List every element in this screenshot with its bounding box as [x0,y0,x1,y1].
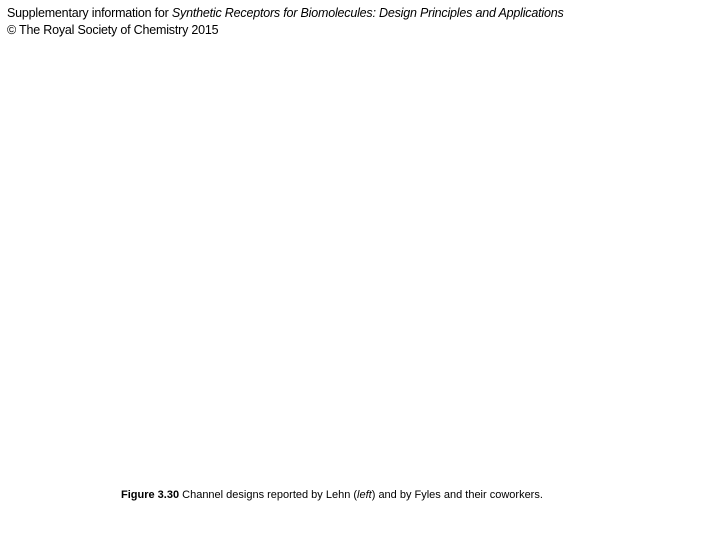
copyright-line: © The Royal Society of Chemistry 2015 [7,23,219,37]
book-title: Synthetic Receptors for Biomolecules: Design Principles and Applications [171,6,564,20]
figure-caption [121,487,543,503]
header-prefix: Supplementary information for [7,6,172,20]
supplementary-line [7,5,564,22]
figure-area [0,50,720,475]
caption-text-before: Channel designs reported by Lehn ( [179,489,358,501]
figure-label: Figure 3.30 [121,489,180,501]
caption-emphasis: left [357,489,372,501]
document-header [7,5,564,39]
caption-text-after: ) and by Fyles and their coworkers. [371,489,543,501]
